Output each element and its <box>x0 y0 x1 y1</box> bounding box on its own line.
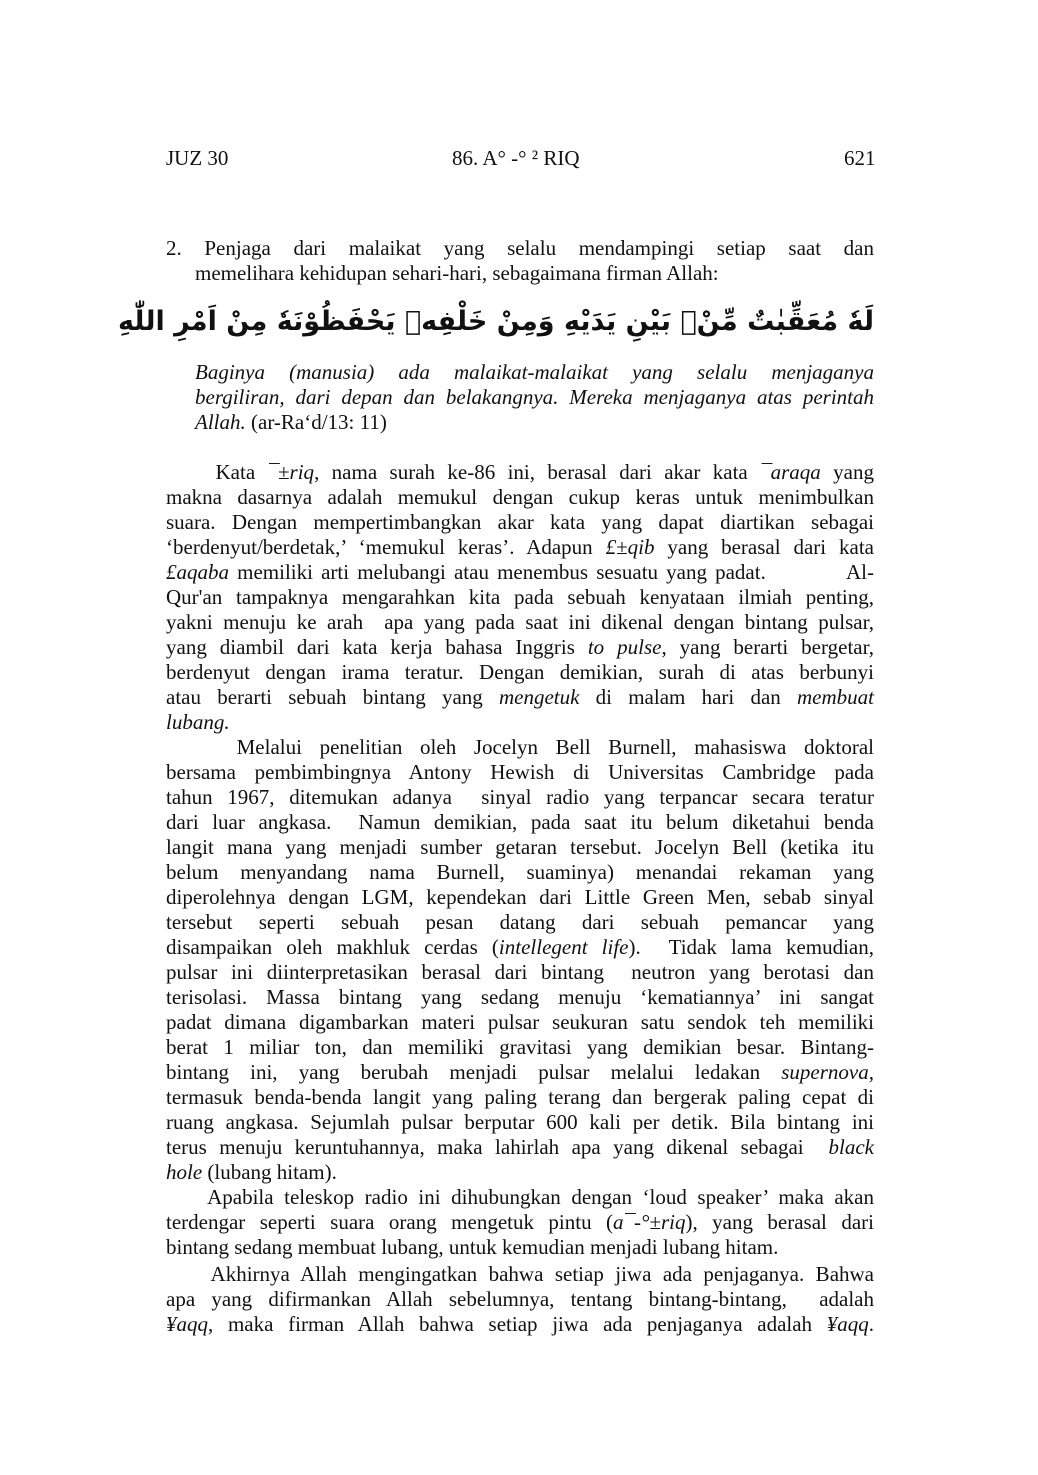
text: ‘berdenyut/berdetak,’ ‘memukul keras’. Adapun <box>166 535 606 559</box>
text: tersebut seperti sebuah pesan datang dari sebuah pemancar yang <box>166 910 874 934</box>
text-line <box>166 1010 874 1035</box>
text-line <box>166 860 874 885</box>
text: memiliki arti melubangi atau menembus sesuatu yang padat. Al- <box>229 560 874 584</box>
text: (ar-Ra‘d/13: 11) <box>245 410 387 434</box>
text: termasuk benda-benda langit yang paling terang dan bergerak paling cepat di <box>166 1085 874 1109</box>
text: bintang ini, yang berubah menjadi pulsar melalui ledakan <box>166 1060 782 1084</box>
page-number: 621 <box>844 146 876 170</box>
text-line <box>166 710 874 735</box>
text: Qur'an tampaknya mengarahkan kita pada sebuah kenyataan ilmiah penting, <box>166 585 874 609</box>
italic-text: Baginya (manusia) ada malaikat-malaikat yang selalu menjaganya <box>195 360 874 384</box>
text: berdenyut dengan irama teratur. Dengan demikian, surah di atas berbunyi <box>166 660 874 684</box>
italic-text: supernova <box>781 1060 869 1084</box>
italic-text: ¥aqq <box>826 1312 869 1336</box>
text-line <box>166 1235 874 1260</box>
text-line <box>166 1185 874 1210</box>
italic-text: £±qib <box>605 535 655 559</box>
italic-text: black <box>828 1135 874 1159</box>
text: terdengar seperti suara orang mengetuk pintu ( <box>166 1210 614 1234</box>
text-line <box>166 635 874 660</box>
text-line <box>166 460 874 485</box>
text: disampaikan oleh makhluk cerdas ( <box>166 935 499 959</box>
text: makna dasarnya adalah memukul dengan cukup keras untuk menimbulkan <box>166 485 874 509</box>
text-line <box>166 785 874 810</box>
text: bintang sedang membuat lubang, untuk kemudian menjadi lubang hitam. <box>166 1235 779 1259</box>
text-line <box>166 560 874 585</box>
text: yang berasal dari kata <box>654 535 874 559</box>
text-line <box>166 1060 874 1085</box>
italic-text: bergiliran, dari depan dan belakangnya. Mereka menjaganya atas perintah <box>195 385 874 409</box>
text-line <box>166 610 874 635</box>
text-line <box>195 385 874 410</box>
text: , nama surah ke-86 ini, berasal dari akar kata <box>314 460 761 484</box>
italic-text: lubang. <box>166 710 230 734</box>
italic-text: a¯-°±riq <box>613 1210 686 1234</box>
text-line <box>166 1287 874 1312</box>
text-line <box>195 360 874 385</box>
text: terus menuju keruntuhannya, maka lahirlah apa yang dikenal sebagai <box>166 1135 829 1159</box>
text: (lubang hitam). <box>202 1160 337 1184</box>
text: ruang angkasa. Sejumlah pulsar berputar 600 kali per detik. Bila bintang ini <box>166 1110 874 1134</box>
text: apa yang difirmankan Allah sebelumnya, tentang bintang-bintang, adalah <box>166 1287 874 1311</box>
text-line <box>195 410 874 435</box>
text: Akhirnya Allah mengingatkan bahwa setiap jiwa ada penjaganya. Bahwa <box>166 1262 874 1286</box>
text: atau berarti sebuah bintang yang <box>166 685 499 709</box>
text-line <box>166 485 874 510</box>
italic-text: to pulse <box>587 635 662 659</box>
text-line <box>195 261 874 286</box>
text-line <box>166 760 874 785</box>
italic-text: ¯±riq <box>267 460 315 484</box>
text-line <box>166 885 874 910</box>
text-line <box>166 810 874 835</box>
text: yang diambil dari kata kerja bahasa Inggris <box>166 635 588 659</box>
text-line <box>166 910 874 935</box>
text: memelihara kehidupan sehari-hari, sebagaimana firman Allah: <box>195 261 719 285</box>
text: tahun 1967, ditemukan adanya sinyal radio yang terpancar secara teratur <box>166 785 874 809</box>
text-line <box>166 1160 874 1185</box>
text-line <box>166 935 874 960</box>
italic-text: hole <box>166 1160 203 1184</box>
running-header-surah: 86. A° -° ² RIQ <box>452 146 580 170</box>
text-line <box>166 535 874 560</box>
text-line <box>166 1110 874 1135</box>
italic-text: Allah. <box>195 410 246 434</box>
text: Kata <box>166 460 268 484</box>
text: dari luar angkasa. Namun demikian, pada saat itu belum diketahui benda <box>166 810 874 834</box>
text: . <box>868 1312 874 1336</box>
text: belum menyandang nama Burnell, suaminya) menandai rekaman yang <box>166 860 874 884</box>
text-line <box>166 510 874 535</box>
text: padat dimana digambarkan materi pulsar seukuran satu sendok teh memiliki <box>166 1010 874 1034</box>
text: di malam hari dan <box>579 685 797 709</box>
text: , <box>868 1060 874 1084</box>
italic-text: £aqaba <box>166 560 229 584</box>
text-line <box>166 1035 874 1060</box>
text: 2. Penjaga dari malaikat yang selalu mendampingi setiap saat dan <box>166 236 874 260</box>
text: , yang berarti bergetar, <box>661 635 874 659</box>
text-line <box>166 960 874 985</box>
text: ), yang berasal dari <box>685 1210 874 1234</box>
text-line <box>166 1135 874 1160</box>
text: berat 1 miliar ton, dan memiliki gravitasi yang demikian besar. Bintang- <box>166 1035 874 1059</box>
italic-text: mengetuk <box>498 685 580 709</box>
text: terisolasi. Massa bintang yang sedang menuju ‘kematiannya’ ini sangat <box>166 985 874 1009</box>
text-line <box>166 685 874 710</box>
italic-text: ¥aqq <box>166 1312 208 1336</box>
text: diperolehnya dengan LGM, kependekan dari Little Green Men, sebab sinyal <box>166 885 874 909</box>
text-line <box>166 236 874 261</box>
text: bersama pembimbingnya Antony Hewish di Universitas Cambridge pada <box>166 760 874 784</box>
text: yakni menuju ke arah apa yang pada saat ini dikenal dengan bintang pulsar, <box>166 610 874 634</box>
italic-text: membuat <box>797 685 874 709</box>
arabic-verse: لَهٗ مُعَقِّبٰتٌ مِّنْۢ بَيْنِ يَدَيْهِ وَمِنْ خَلْفِهٖ يَحْفَظُوْنَهٗ مِنْ اَمْرِ اللّٰهِ <box>117 306 874 337</box>
text: , maka firman Allah bahwa setiap jiwa ada penjaganya adalah <box>208 1312 827 1336</box>
text: Melalui penelitian oleh Jocelyn Bell Burnell, mahasiswa doktoral <box>166 735 874 759</box>
text: suara. Dengan mempertimbangkan akar kata yang dapat diartikan sebagai <box>166 510 874 534</box>
text: pulsar ini diinterpretasikan berasal dari bintang neutron yang berotasi dan <box>166 960 874 984</box>
text-line <box>166 835 874 860</box>
text: yang <box>820 460 874 484</box>
text-line <box>166 735 874 760</box>
running-header-juz: JUZ 30 <box>166 146 229 170</box>
text-line <box>166 1085 874 1110</box>
text: langit mana yang menjadi sumber getaran tersebut. Jocelyn Bell (ketika itu <box>166 835 874 859</box>
italic-text: intellegent life <box>498 935 629 959</box>
text-line <box>166 585 874 610</box>
text-line <box>166 660 874 685</box>
italic-text: ¯araqa <box>760 460 821 484</box>
text-line <box>166 1210 874 1235</box>
text: ). Tidak lama kemudian, <box>628 935 875 959</box>
text-line <box>166 985 874 1010</box>
text-line <box>166 1262 874 1287</box>
text-line <box>166 1312 874 1337</box>
text: Apabila teleskop radio ini dihubungkan dengan ‘loud speaker’ maka akan <box>166 1185 874 1209</box>
